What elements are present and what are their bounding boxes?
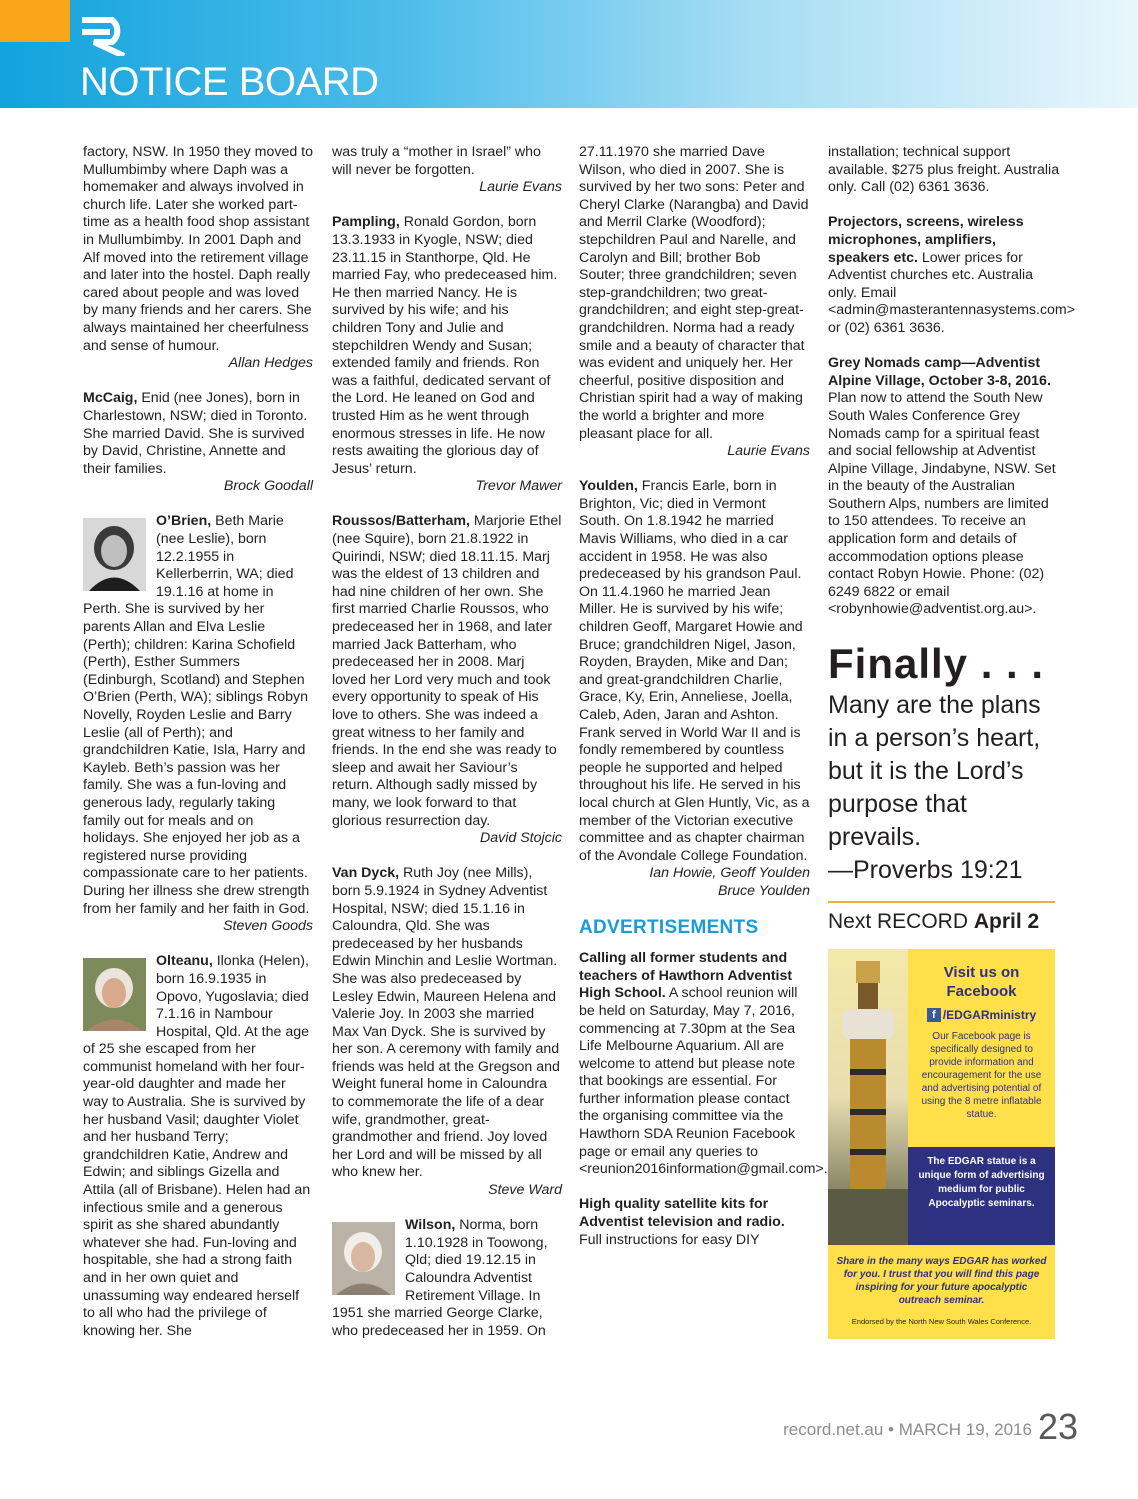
advert-satellite: [579, 1196, 810, 1249]
obituary-pampling: [332, 214, 562, 478]
statue-icon: [828, 949, 908, 1245]
obituary-text: Beth Marie (nee Leslie), born 12.2.1955 in Kellerberrin, WA; died 19.1.16 at home in Perth. She is survived by her parents Allan and Elva Leslie (Perth); children: Karina Schofield (Perth), Esther Summers (Edinburgh, Scotland) and Stephen O’Brien (Perth, WA); siblings Robyn Novelly, Royden Leslie and Barry Leslie (all of Perth); and grandchildren Katie, Isla, Harry and Kayleb. Beth’s passion was her family. She was a fun-loving and generous lady, regularly taking family out for meals and on holidays. She enjoyed her job as a registered nurse providing compassionate care to her patients. During her illness she drew strength from her family and her faith in God.: [83, 513, 310, 917]
obituary-name: O’Brien,: [156, 513, 212, 530]
edgar-advert-bottom: [828, 1245, 1055, 1339]
obituary-signature: Allan Hedges: [228, 355, 313, 372]
obituary-text: was truly a “mother in Israel” who will never be forgotten.: [332, 144, 541, 178]
obituary-name: Van Dyck,: [332, 865, 400, 882]
obituary-signature: Steven Goods: [223, 918, 313, 935]
column-1: [83, 144, 313, 1340]
advert-text: Plan now to attend the South New South Wales Conference Grey Nomads camp for a spiritual feast and social fellowship at Adventist Alpine Village, Jindabyne, NSW. Set in the beauty of the Australian Southern Alps, numbers are limited to 150 attendees. To receive an application form and details of accommodation options please contact Robyn Howie. Phone: (02) 6249 6822 or email <robynhowie@adventist.org.au>.: [828, 390, 1056, 618]
column-2: [332, 144, 562, 1340]
edgar-advert-top: [908, 949, 1055, 1147]
obituary-text: factory, NSW. In 1950 they moved to Mullumbimby where Daph was a homemaker and always involved in church life. Later she worked part-time as a health food shop assistant in Mullumbimby. In 2001 Daph and Alf moved into the retirement village and later into the hostel. Daph really cared about people and was loved by many friends and her carers. She always maintained her cheerfulness and sense of humour.: [83, 144, 313, 354]
advert-hawthorn: [579, 950, 828, 1179]
edgar-statue-text: The EDGAR statue is a unique form of advertising medium for public Apocalyptic seminars.: [908, 1147, 1055, 1245]
obituary-text: Ruth Joy (nee Mills), born 5.9.1924 in Sydney Adventist Hospital, NSW; died 15.1.16 in Caloundra, Qld. She was predeceased by her husbands Edwin Minchin and Leslie Wortman. She was also predeceased by Lesley Edwin, Maureen Helena and Valerie Joy. In 2003 she married Max Van Dyck. She is survived by her son. A ceremony with family and friends was held at the Gregson and Weight funeral home in Caloundra to commemorate the life of a dear wife, grandmother, great-grandmother and friend. Joy loved her Lord and will be missed by all who knew her.: [332, 865, 560, 1181]
obituary-name: Youlden,: [579, 478, 638, 495]
next-issue-date: April 2: [973, 910, 1040, 934]
bible-verse-reference: —Proverbs 19:21: [828, 856, 1023, 885]
advert-title: High quality satellite kits for Adventist television and radio.: [579, 1196, 785, 1231]
obituary-text: Ronald Gordon, born 13.3.1933 in Kyogle, NSW; died 23.11.15 in Stanthorpe, Qld. He married Fay, who predeceased him. He then married Nancy. He is survived by his wife; and his children Tony and Julie and stepchildren Wendy and Susan; extended family and friends. Ron was a faithful, dedicated servant of the Lord. He leaned on God and trusted Him as he went through enormous stresses in life. He now rests awaiting the glorious day of Jesus’ return.: [332, 214, 558, 477]
advert-title: Calling all former students and teachers of Hawthorn Adventist High School.: [579, 950, 793, 1002]
advert-text: A school reunion will be held on Saturday, May 7, 2016, commencing at 7.30pm at the Sea Life Melbourne Aquarium. All are welcome to attend but please note that bookings are essential. For further information please contact the organising committee via the Hawthorn SDA Reunion Facebook page or email any queries to <reunion2016information@gmail.com>.: [579, 985, 828, 1178]
portrait-icon: [83, 958, 146, 1031]
portrait-icon: [332, 1222, 395, 1295]
obituary-text: Norma, born 1.10.1928 in Toowong, Qld; died 19.12.15 in Caloundra Adventist Retirement Village. In 1951 she married George Clarke, who predeceased her in 1959. On: [332, 1217, 548, 1339]
column-3: [579, 144, 828, 1249]
footer-site-date[interactable]: record.net.au • MARCH 19, 2016: [783, 1420, 1032, 1439]
page-footer: [783, 1406, 1078, 1448]
obituary-text: Ilonka (Helen), born 16.9.1935 in Opovo, Yugoslavia; died 7.1.16 in Nambour Hospital, Qld. At the age of 25 she escaped from her communist homeland with her four-year-old daughter and made her way to Australia. She is survived by her husband Vasil; daughter Violet and her husband Terry; grandchildren Katie, Andrew and Edwin; and siblings Gizella and Attila (all of Brisbane). Helen had an infectious smile and a generous spirit as she shared abundantly whatever she had. Fun-loving and hospitable, she had a strong faith and in her own quiet and unassuming way endeared herself to all who had the privilege of knowing her. She: [83, 953, 311, 1339]
obituary-text: Enid (nee Jones), born in Charlestown, NSW; died in Toronto. She married David. She is survived by David, Christine, Annette and their families.: [83, 390, 308, 477]
obituary-signature: Steve Ward: [488, 1182, 562, 1199]
obituary-signature: Bruce Youlden: [717, 882, 810, 899]
obituary-text: Marjorie Ethel (nee Squire), born 21.8.1922 in Quirindi, NSW; died 18.11.15. Marj was the eldest of 13 children and had nine children of her own. She first married Charlie Roussos, who predeceased her in 1968, and later married Jack Batterham, who predeceased her in 2008. Marj loved her Lord very much and took every opportunity to speak of His love to others. She was indeed a great witness to her family and friends. In the end she was ready to sleep and await her Saviour’s return. Although sadly missed by many, we look forward to that glorious resurrection day.: [332, 513, 562, 829]
obituary-vandyck: [332, 865, 562, 1182]
advert-text: Lower prices for Adventist churches etc. Australia only. Email <admin@masterantennasystems.com> or (02) 6361 3636.: [828, 249, 1076, 336]
obituary-roussos: [332, 513, 562, 830]
obituary-signature: Laurie Evans: [479, 179, 562, 196]
column-4: [828, 144, 1076, 1339]
edgar-advert[interactable]: [828, 949, 1055, 1339]
advert-title: Projectors, screens, wireless microphones, amplifiers, speakers etc.: [828, 214, 1024, 266]
obituary-signature: Brock Goodall: [223, 478, 313, 495]
wilson-photo: [332, 1222, 395, 1295]
advert-grey-nomads: [828, 355, 1060, 619]
edgar-endorsement: Endorsed by the North New South Wales Conference.: [851, 1316, 1032, 1326]
portrait-icon: [83, 518, 146, 591]
obituary-text: Francis Earle, born in Brighton, Vic; died in Vermont South. On 1.8.1942 he married Mavis Williams, who died in a car accident in 1958. He was also predeceased by his grandson Paul. On 11.4.1960 he married Jean Miller. He is survived by his wife; children Geoff, Margaret Howie and Bruce; grandchildren Nigel, Jason, Royden, Brayden, Mike and Dan; and great-grandchildren Charlie, Grace, Ky, Erin, Anneliese, Joella, Caleb, Aden, Jaran and Ashton. Frank served in World War II and is fondly remembered by countless people he supported and helped throughout his life. He served in his local church at Glen Huntly, Vic, as a member of the Victorian executive committee and as chapter chairman of the Avondale College Foundation.: [579, 478, 810, 864]
brand-accent-square: [0, 0, 70, 42]
bible-verse: Many are the plans in a person’s heart, but it is the Lord’s purpose that prevails.: [828, 691, 1041, 852]
facebook-handle[interactable]: f /EDGARministry: [914, 1007, 1049, 1025]
advertisements-heading: ADVERTISEMENTS: [579, 916, 759, 938]
obituary-name: McCaig,: [83, 390, 138, 407]
obituary-name: Olteanu,: [156, 953, 213, 970]
page-title: NOTICE BOARD: [80, 60, 379, 104]
obituary-mccaig: [83, 390, 313, 478]
facebook-icon: f: [927, 1008, 941, 1022]
obituary-text: 27.11.1970 she married Dave Wilson, who died in 2007. She is survived by her two sons: Peter and Cheryl Clarke (Narangba) and David and Merril Clarke (Woodford); stepchildren Paul and Narelle, and Carolyn and Bill; brother Bob Souter; three grandchildren; seven step-grandchildren; two great-grandchildren; and eight step-great-grandchildren. Norma had a ready smile and a beauty of character that was evident and uniquely her. Her cheerful, positive disposition and Christian spirit had a way of making the world a brighter and more pleasant place for all.: [579, 144, 809, 442]
obituary-youlden: [579, 478, 810, 865]
advert-text: installation; technical support available. $275 plus freight. Australia only. Call (02) 6361 3636.: [828, 144, 1060, 196]
obituary-signature: Ian Howie, Geoff Youlden: [649, 865, 810, 882]
visit-facebook: Visit us on Facebook: [943, 963, 1020, 1000]
obituary-signature: Trevor Mawer: [475, 478, 562, 495]
edgar-description: Our Facebook page is specifically designed to provide information and encouragement for the use and advertising potential of using the 8 metre inflatable statue.: [921, 1031, 1042, 1121]
header-banner: [0, 0, 1138, 108]
divider: [828, 901, 1055, 903]
obituary-signature: David Stojcic: [479, 830, 562, 847]
obituary-name: Roussos/Batterham,: [332, 513, 470, 530]
finally-heading: Finally . . .: [828, 640, 1045, 688]
page-number: 23: [1037, 1406, 1078, 1447]
next-issue: [828, 910, 1060, 934]
advert-text: Full instructions for easy DIY: [579, 1231, 760, 1248]
edgar-share-text: Share in the many ways EDGAR has worked for you. I trust that you will find this page inspiring for your future apocalyptic outreach seminar.: [836, 1255, 1047, 1306]
advert-title: Grey Nomads camp—Adventist Alpine Village, October 3-8, 2016.: [828, 355, 1051, 389]
olteanu-photo: [83, 958, 146, 1031]
obrien-photo: [83, 518, 146, 591]
advert-projectors: [828, 214, 1076, 337]
obituary-signature: Laurie Evans: [727, 443, 810, 460]
next-issue-label: Next RECORD: [828, 910, 974, 934]
obituary-name: Pampling,: [332, 214, 400, 231]
obituary-name: Wilson,: [405, 1217, 456, 1234]
record-logo-icon: [80, 12, 132, 56]
